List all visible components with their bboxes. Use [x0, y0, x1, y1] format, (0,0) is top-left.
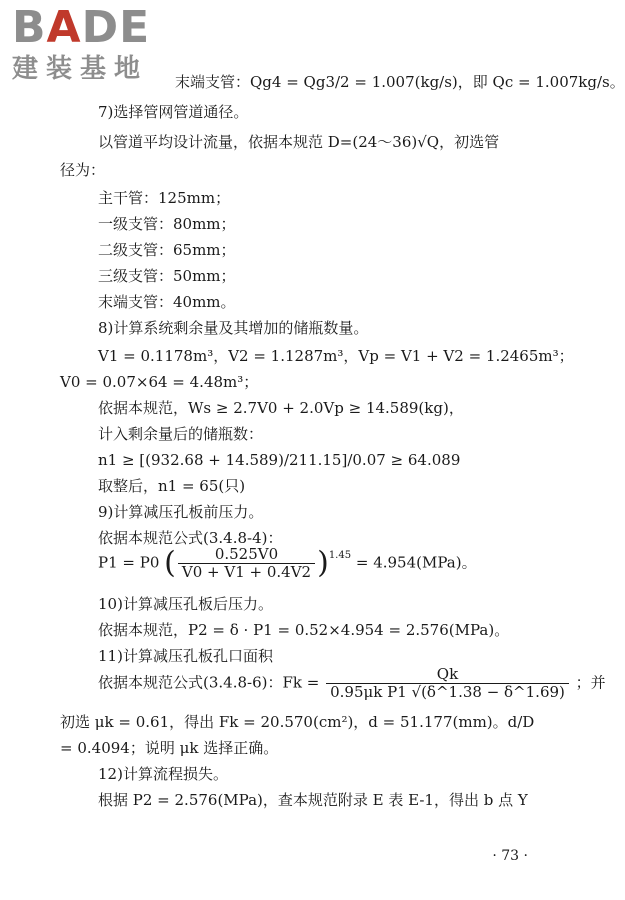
logo-brand: BADE	[12, 2, 151, 53]
formula-numerator: Qk	[326, 666, 569, 684]
formula-paren: )	[317, 545, 329, 581]
formula-paren: (	[164, 545, 176, 581]
text-line: V1 = 0.1178m³，V2 = 1.1287m³，Vp = V1 + V2 = 1.2465m³；	[98, 347, 574, 365]
text-line: = 0.4094；说明 μk 选择正确。	[60, 739, 279, 757]
text-line: 依据本规范，Ws ≥ 2.7V0 + 2.0Vp ≥ 14.589(kg)，	[98, 399, 464, 417]
formula	[98, 546, 560, 581]
text-line: n1 ≥ [(932.68 + 14.589)/211.15]/0.07 ≥ 64.089	[98, 451, 461, 469]
text-line: V0 = 0.07×64 = 4.48m³；	[60, 373, 259, 391]
text-line: 末端支管：40mm。	[98, 293, 236, 311]
formula-fraction	[326, 666, 569, 701]
formula-rhs: = 4.954(MPa)。	[355, 553, 477, 572]
section-heading: 10)计算减压孔板后压力。	[98, 595, 273, 613]
text-line: 一级支管：80mm；	[98, 215, 236, 233]
text-line: 初选 μk = 0.61，得出 Fk = 20.570(cm²)，d = 51.177(mm)。d/D	[60, 713, 535, 731]
text-line: 主干管：125mm；	[98, 189, 231, 207]
text-line: 三级支管：50mm；	[98, 267, 236, 285]
text-line: 依据本规范公式(3.4.8-4)：	[98, 529, 283, 547]
formula-denominator: 0.95μk P1 √(δ^1.38 − δ^1.69)	[330, 683, 565, 701]
section-heading: 9)计算减压孔板前压力。	[98, 503, 264, 521]
text-line: 依据本规范，P2 = δ · P1 = 0.52×4.954 = 2.576(MPa)。	[98, 621, 510, 639]
logo-subtitle: 建装基地	[12, 54, 149, 84]
text-line: 径为：	[60, 161, 106, 179]
section-heading: 8)计算系统剩余量及其增加的储瓶数量。	[98, 319, 369, 337]
page-number: · 73 ·	[492, 848, 528, 864]
formula-exponent: 1.45	[328, 550, 352, 561]
logo	[12, 4, 182, 94]
text-line: 末端支管：Qg4 = Qg3/2 = 1.007(kg/s)，即 Qc = 1.007kg/s。	[175, 73, 625, 91]
formula-lhs: P1 = P0	[98, 553, 160, 572]
text-line: 根据 P2 = 2.576(MPa)，查本规范附录 E 表 E-1，得出 b 点 Y	[98, 791, 528, 809]
section-heading: 11)计算减压孔板孔口面积	[98, 647, 273, 665]
formula-lhs: 依据本规范公式(3.4.8-6)：Fk =	[98, 673, 320, 692]
text-line: 二级支管：65mm；	[98, 241, 236, 259]
section-heading: 7)选择管网管道通径。	[98, 103, 249, 121]
text-line: 以管道平均设计流量，依据本规范 D=(24～36)√Q，初选管	[98, 133, 500, 151]
formula-numerator: 0.525V0	[178, 546, 315, 564]
section-heading: 12)计算流程损失。	[98, 765, 228, 783]
text-line: 取整后，n1 = 65(只)	[98, 477, 246, 495]
formula-fraction	[178, 546, 315, 581]
formula-denominator: V0 + V1 + 0.4V2	[181, 563, 312, 581]
formula	[98, 665, 606, 701]
text-line: 计入剩余量后的储瓶数：	[98, 425, 264, 443]
formula-rhs: ；并	[575, 673, 606, 692]
